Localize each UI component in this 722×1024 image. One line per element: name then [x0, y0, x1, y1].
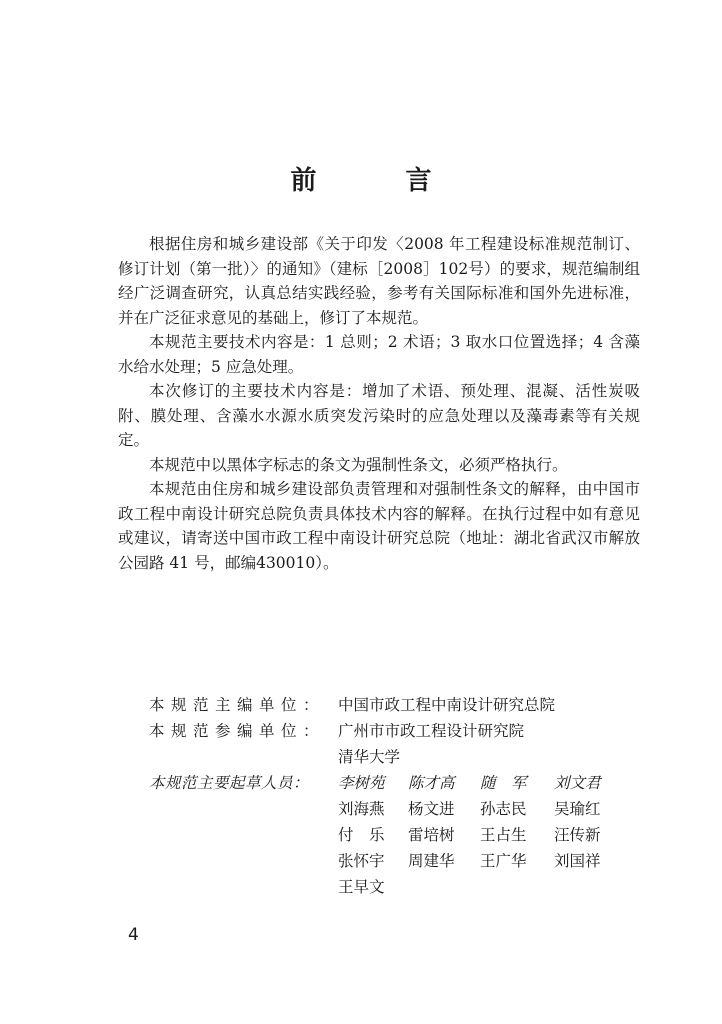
paragraph: 本规范主要技术内容是：1 总则；2 术语；3 取水口位置选择；4 含藻水给水处理；5 应急处理。	[118, 333, 640, 376]
co-unit-value: 广州市市政工程设计研究院	[338, 722, 525, 740]
co-unit-row	[118, 718, 658, 744]
drafter-name: 王早文	[338, 878, 385, 896]
drafters-names	[338, 796, 634, 822]
drafter-name: 随 军	[480, 774, 527, 792]
drafter-name: 周建华	[408, 852, 455, 870]
drafters-row	[118, 796, 658, 822]
drafter-name: 吴瑜红	[554, 800, 601, 818]
credits-block	[118, 692, 658, 900]
drafters-row	[118, 822, 658, 848]
co-unit-row	[118, 744, 658, 770]
drafter-name: 杨文进	[408, 800, 455, 818]
drafter-name: 张怀宇	[338, 852, 385, 870]
drafter-name: 汪传新	[554, 826, 601, 844]
drafter-name: 孙志民	[480, 800, 527, 818]
chief-unit-label: 本规范主编单位：	[149, 696, 326, 714]
drafters-names	[338, 874, 634, 900]
drafter-name: 刘文君	[554, 774, 601, 792]
drafter-name: 陈才高	[408, 774, 455, 792]
drafter-name: 王占生	[480, 826, 527, 844]
preface-body	[118, 232, 640, 575]
drafter-name: 付 乐	[338, 826, 385, 844]
drafter-name: 李树苑	[338, 774, 385, 792]
page-title: 前 言	[290, 166, 472, 196]
paragraph: 本次修订的主要技术内容是：增加了术语、预处理、混凝、活性炭吸附、膜处理、含藻水水源水质突发污染时的应急处理以及藻毒素等有关规定。	[118, 382, 640, 449]
page-number: 4	[128, 925, 139, 945]
drafters-row	[118, 770, 658, 796]
drafter-name: 王广华	[480, 852, 527, 870]
paragraph: 本规范中以黑体字标志的条文为强制性条文，必须严格执行。	[149, 455, 568, 474]
drafters-label: 本规范主要起草人员：	[149, 774, 310, 792]
drafters-row	[118, 848, 658, 874]
chief-unit-value: 中国市政工程中南设计研究总院	[338, 696, 556, 714]
paragraph: 根据住房和城乡建设部《关于印发〈2008 年工程建设标准规范制订、修订计划（第一批）〉的通知》（建标［2008］102号）的要求，规范编制组经广泛调查研究，认真总结实践经验，参考有关国际标准和国外先进标准，并在广泛征求意见的基础上，修订了本规范。	[118, 235, 640, 327]
drafter-name: 刘国祥	[554, 852, 601, 870]
drafters-names	[338, 770, 634, 796]
co-unit-label: 本规范参编单位：	[149, 722, 326, 740]
chief-unit-row	[118, 692, 658, 718]
paragraph: 本规范由住房和城乡建设部负责管理和对强制性条文的解释，由中国市政工程中南设计研究总院负责具体技术内容的解释。在执行过程中如有意见或建议，请寄送中国市政工程中南设计研究总院（地址：湖北省武汉市解放公园路 41 号，邮编430010）。	[118, 480, 640, 572]
drafters-names	[338, 848, 634, 874]
drafter-name: 刘海燕	[338, 800, 385, 818]
co-unit-value: 清华大学	[338, 748, 401, 766]
drafter-name: 雷培树	[408, 826, 455, 844]
drafters-names	[338, 822, 634, 848]
drafters-row	[118, 874, 658, 900]
